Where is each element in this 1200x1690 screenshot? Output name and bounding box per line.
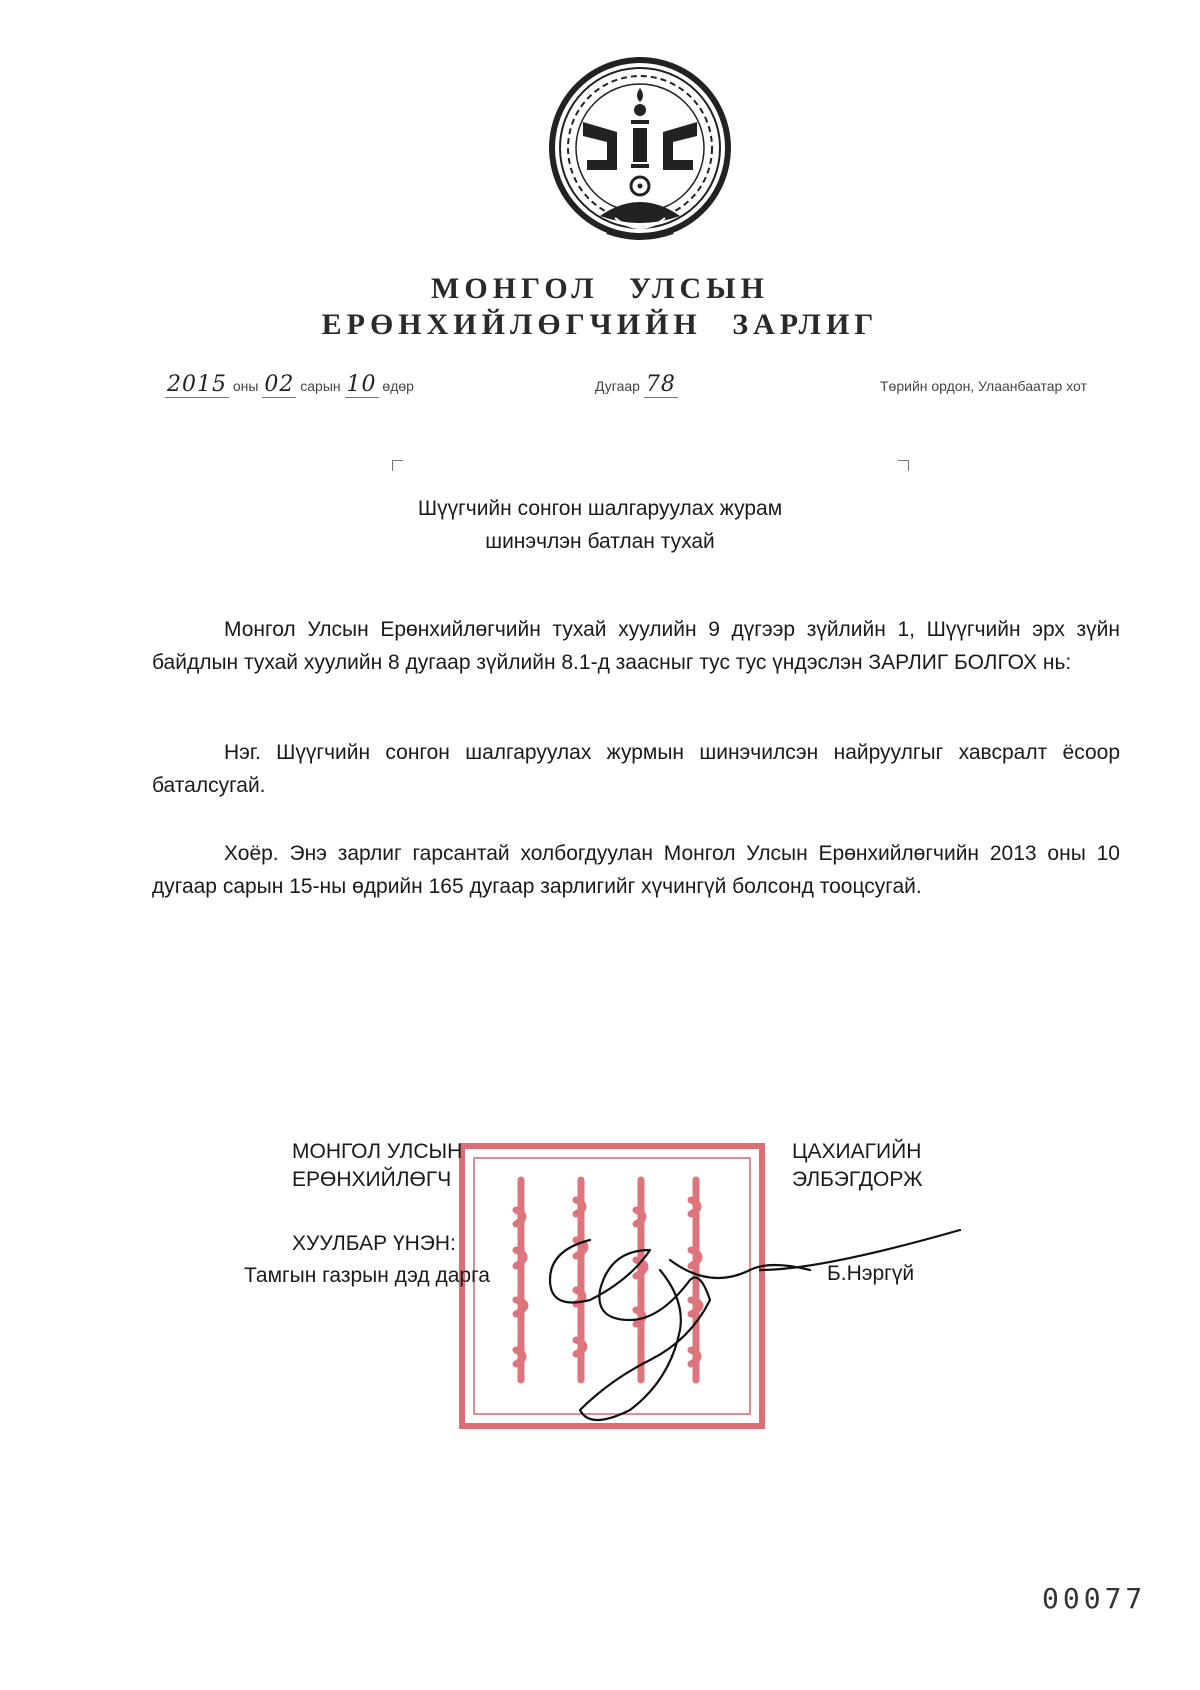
- date-year: 2015: [167, 372, 227, 397]
- decree-date: [165, 372, 414, 397]
- date-month: 02: [264, 372, 295, 397]
- office-line1: МОНГОЛ УЛСЫН: [292, 1140, 463, 1163]
- article-two-paragraph: Хоёр. Энэ зарлиг гарсантай холбогдуулан Монгол Улсын Ерөнхийлөгчийн 2013 оны 10 дугаар сарын 15-ны өдрийн 165 дугаар зарлигийг хүчингүй болсонд тооцсугай.: [152, 842, 1120, 898]
- certified-copy-label: ХУУЛБАР ҮНЭН:: [292, 1232, 456, 1255]
- decree-subject: [0, 492, 1200, 558]
- date-year-suffix: оны: [232, 378, 259, 394]
- decree-heading-line2: ЕРӨНХИЙЛӨГЧИЙН ЗАРЛИГ: [321, 308, 879, 341]
- deputy-title: Тамгын газрын дэд дарга: [244, 1264, 490, 1287]
- name-line1: ЦАХИАГИЙН: [792, 1140, 922, 1163]
- date-day-suffix: өдөр: [382, 378, 414, 394]
- subject-line2: шинэчлэн батлан тухай: [485, 530, 715, 553]
- decree-place: Төрийн ордон, Улаанбаатар хот: [880, 378, 1087, 394]
- office-line2: ЕРӨНХИЙЛӨГЧ: [292, 1168, 452, 1191]
- decree-number-value: 78: [645, 372, 676, 397]
- state-emblem-icon: [545, 48, 735, 276]
- deputy-name: Б.Нэргүй: [827, 1262, 915, 1285]
- date-month-suffix: сарын: [300, 378, 341, 394]
- subject-line1: Шүүгчийн сонгон шалгаруулах журам: [417, 497, 783, 520]
- decree-heading-line1: МОНГОЛ УЛСЫН: [431, 272, 769, 305]
- subject-corner-right: [898, 460, 909, 471]
- handwritten-signature: [520, 1200, 980, 1440]
- subject-corner-left: [392, 460, 403, 471]
- preamble-paragraph: Монгол Улсын Ерөнхийлөгчийн тухай хуулийн 9 дүгээр зүйлийн 1, Шүүгчийн эрх зүйн байдлын тухай хуулийн 8 дугаар зүйлийн 8.1-д заасныг тус тус үндэслэн ЗАРЛИГ БОЛГОХ нь:: [152, 618, 1120, 674]
- signatory-name: [792, 1138, 923, 1194]
- name-line2: ЭЛБЭГДОРЖ: [792, 1168, 923, 1191]
- document-serial-number: 00077: [1042, 1582, 1147, 1615]
- signatory-office: [292, 1138, 462, 1194]
- article-one-paragraph: Нэг. Шүүгчийн сонгон шалгаруулах журмын шинэчилсэн найруулгыг хавсралт ёсоор баталсугай.: [152, 741, 1120, 797]
- decree-number-label: Дугаар: [595, 378, 640, 394]
- date-day: 10: [346, 372, 377, 397]
- decree-number: [595, 372, 678, 397]
